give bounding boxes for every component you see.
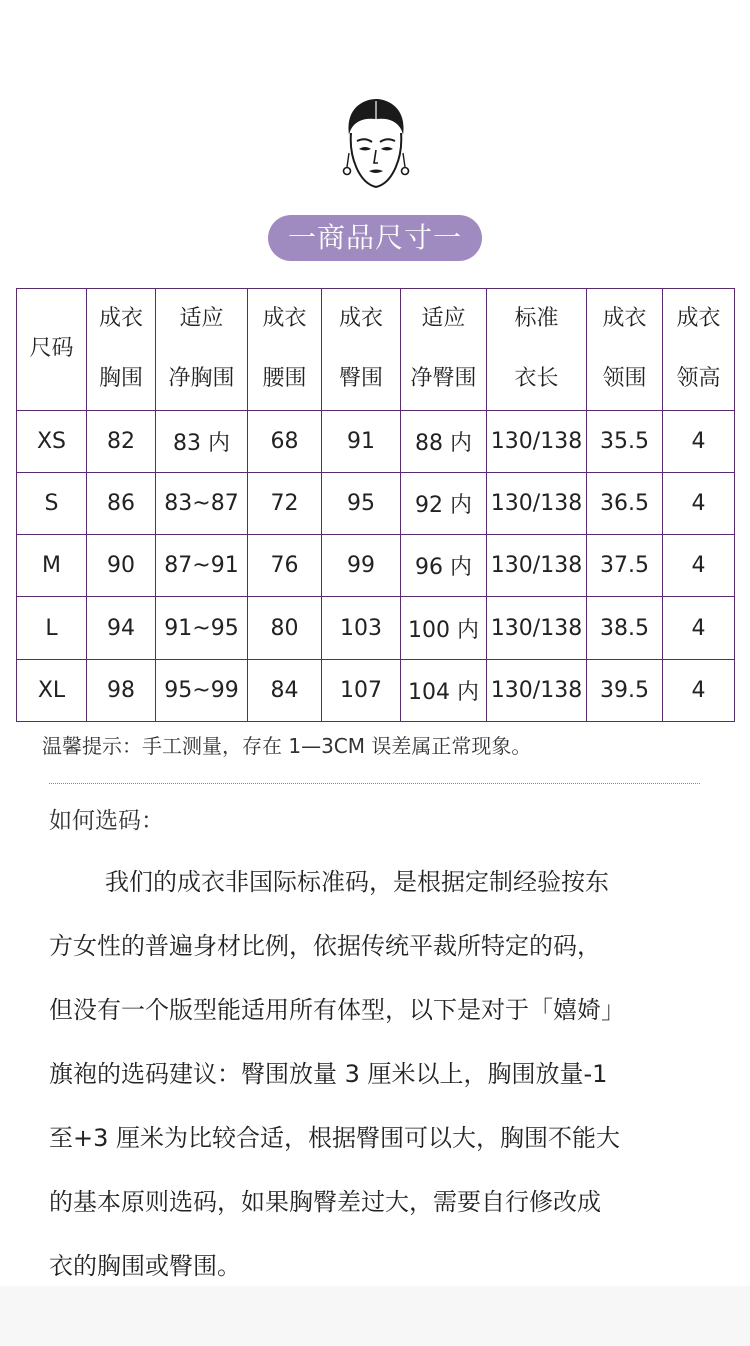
size-table bbox=[16, 288, 735, 722]
table-cell: 100 内 bbox=[401, 597, 487, 659]
paragraph-line: 旗袍的选码建议：臀围放量 3 厘米以上，胸围放量-1 bbox=[49, 1060, 608, 1088]
header-cell: 适应 净臀围 bbox=[401, 289, 487, 411]
table-cell: 130/138 bbox=[487, 472, 587, 534]
woman-face-logo-icon bbox=[335, 95, 417, 195]
table-cell: 87~91 bbox=[156, 535, 248, 597]
how-to-choose-body bbox=[49, 850, 709, 1298]
paragraph-line: 但没有一个版型能适用所有体型，以下是对于「嬉婍」 bbox=[49, 996, 625, 1024]
table-cell: L bbox=[17, 597, 87, 659]
header-cell: 适应 净胸围 bbox=[156, 289, 248, 411]
header-cell: 成衣 领高 bbox=[663, 289, 735, 411]
header-cell: 标准 衣长 bbox=[487, 289, 587, 411]
header-cell: 成衣 腰围 bbox=[248, 289, 322, 411]
table-cell: 107 bbox=[322, 659, 401, 721]
table-cell: 104 内 bbox=[401, 659, 487, 721]
table-cell: 99 bbox=[322, 535, 401, 597]
table-cell: 95~99 bbox=[156, 659, 248, 721]
table-cell: 130/138 bbox=[487, 410, 587, 472]
table-cell: 83~87 bbox=[156, 472, 248, 534]
table-row bbox=[17, 410, 735, 472]
how-to-choose-title: 如何选码： bbox=[49, 808, 164, 834]
paragraph-line: 我们的成衣非国际标准码，是根据定制经验按东 bbox=[105, 868, 609, 896]
table-cell: 103 bbox=[322, 597, 401, 659]
paragraph-line: 至+3 厘米为比较合适，根据臀围可以大，胸围不能大 bbox=[49, 1124, 621, 1152]
paragraph-line: 的基本原则选码，如果胸臀差过大，需要自行修改成 bbox=[49, 1188, 601, 1216]
table-cell: 84 bbox=[248, 659, 322, 721]
table-cell: 91 bbox=[322, 410, 401, 472]
table-cell: 4 bbox=[663, 472, 735, 534]
table-cell: 38.5 bbox=[587, 597, 663, 659]
table-cell: 39.5 bbox=[587, 659, 663, 721]
table-row bbox=[17, 659, 735, 721]
bottom-band bbox=[0, 1286, 750, 1346]
table-cell: 96 内 bbox=[401, 535, 487, 597]
table-row bbox=[17, 535, 735, 597]
header-cell: 尺码 bbox=[17, 289, 87, 411]
dotted-divider bbox=[49, 783, 700, 784]
table-cell: 4 bbox=[663, 410, 735, 472]
table-cell: 4 bbox=[663, 535, 735, 597]
table-cell: 76 bbox=[248, 535, 322, 597]
table-cell: M bbox=[17, 535, 87, 597]
table-cell: 68 bbox=[248, 410, 322, 472]
table-cell: 90 bbox=[87, 535, 156, 597]
table-cell: 130/138 bbox=[487, 535, 587, 597]
table-cell: XS bbox=[17, 410, 87, 472]
table-cell: 35.5 bbox=[587, 410, 663, 472]
table-cell: 83 内 bbox=[156, 410, 248, 472]
table-cell: 91~95 bbox=[156, 597, 248, 659]
table-cell: 95 bbox=[322, 472, 401, 534]
table-cell: XL bbox=[17, 659, 87, 721]
table-cell: 36.5 bbox=[587, 472, 663, 534]
header-cell: 成衣 胸围 bbox=[87, 289, 156, 411]
paragraph-line: 衣的胸围或臀围。 bbox=[49, 1252, 241, 1280]
table-cell: 130/138 bbox=[487, 597, 587, 659]
table-row bbox=[17, 597, 735, 659]
table-cell: 80 bbox=[248, 597, 322, 659]
table-cell: 86 bbox=[87, 472, 156, 534]
measurement-tip: 温馨提示：手工测量，存在 1—3CM 误差属正常现象。 bbox=[42, 734, 532, 758]
table-cell: 92 内 bbox=[401, 472, 487, 534]
table-cell: 98 bbox=[87, 659, 156, 721]
table-cell: 94 bbox=[87, 597, 156, 659]
table-cell: 37.5 bbox=[587, 535, 663, 597]
table-cell: 4 bbox=[663, 597, 735, 659]
table-cell: 130/138 bbox=[487, 659, 587, 721]
table-cell: 88 内 bbox=[401, 410, 487, 472]
header-cell: 成衣 领围 bbox=[587, 289, 663, 411]
table-cell: 72 bbox=[248, 472, 322, 534]
table-row bbox=[17, 472, 735, 534]
table-header-row bbox=[17, 289, 735, 411]
product-size-badge: 一商品尺寸一 bbox=[268, 215, 482, 261]
paragraph-line: 方女性的普遍身材比例，依据传统平裁所特定的码， bbox=[49, 932, 601, 960]
table-cell: 4 bbox=[663, 659, 735, 721]
table-cell: 82 bbox=[87, 410, 156, 472]
table-cell: S bbox=[17, 472, 87, 534]
header-cell: 成衣 臀围 bbox=[322, 289, 401, 411]
